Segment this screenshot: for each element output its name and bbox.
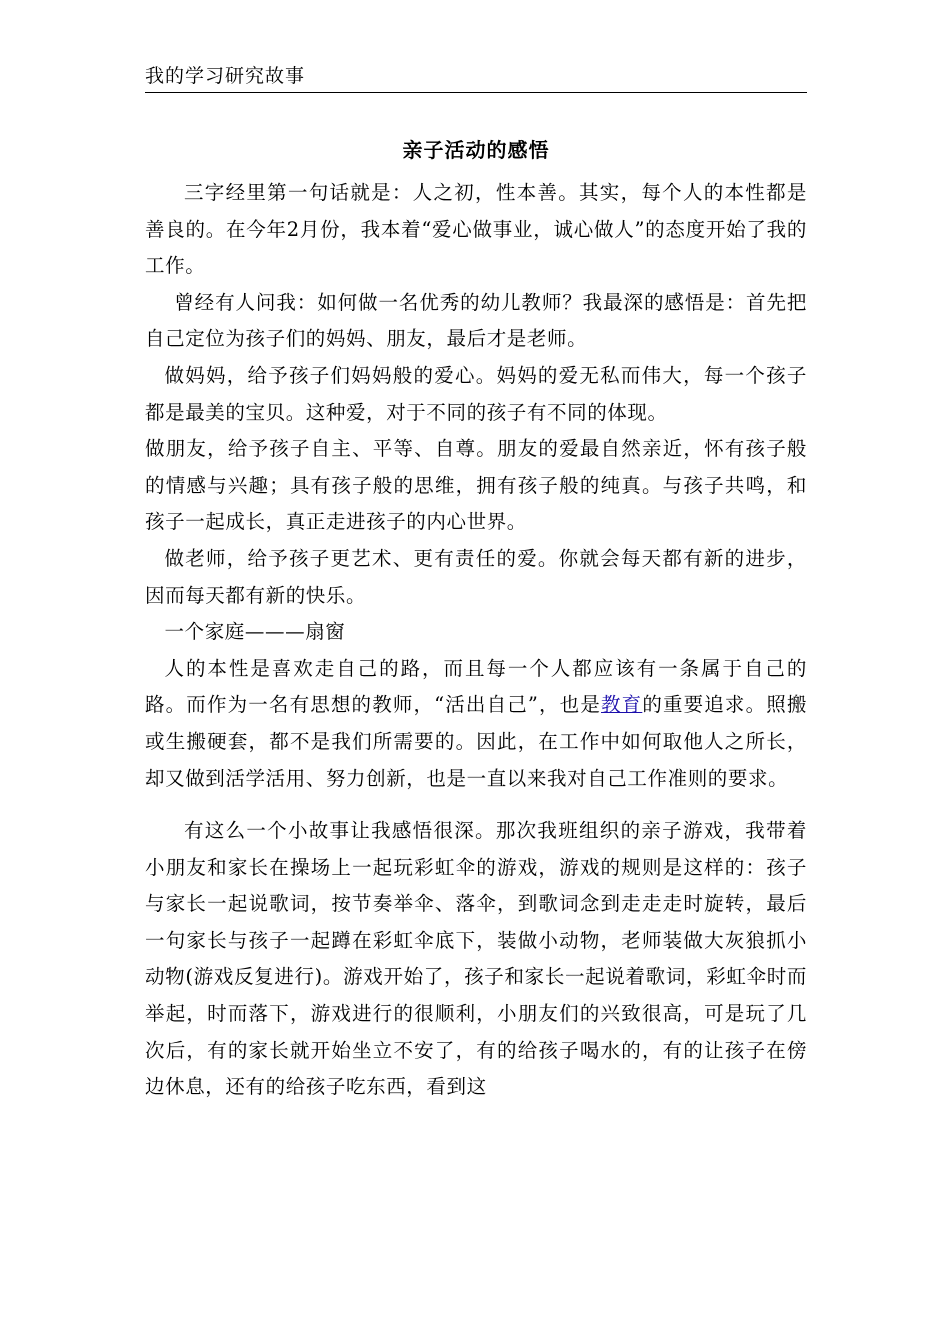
- paragraph-3: 做妈妈，给予孩子们妈妈般的爱心。妈妈的爱无私而伟大，每一个孩子都是最美的宝贝。这种爱，对于不同的孩子有不同的体现。: [145, 363, 807, 424]
- paragraph-6: [145, 651, 807, 797]
- section-heading-family-window: 一个家庭———扇窗: [164, 620, 346, 644]
- document-body: [145, 175, 807, 1106]
- paragraph-6-text-before: 人的本性是喜欢走自己的路，而且每一个人都应该有一条属于自己的路。而作为一名有思想的教师，“活出自己”，也是: [145, 656, 807, 717]
- education-link[interactable]: 教育: [601, 693, 643, 717]
- paragraph-4: 做朋友，给予孩子自主、平等、自尊。朋友的爱最自然亲近，怀有孩子般的情感与兴趣；具有孩子般的思维，拥有孩子般的纯真。与孩子共鸣，和孩子一起成长，真正走进孩子的内心世界。: [145, 437, 807, 534]
- paragraph-2: 曾经有人问我：如何做一名优秀的幼儿教师？我最深的感悟是：首先把自己定位为孩子们的妈妈、朋友，最后才是老师。: [145, 290, 807, 351]
- paragraph-6-text-after: 的重要追求。照搬或生搬硬套，都不是我们所需要的。因此，在工作中如何取他人之所长，却又做到活学活用、努力创新，也是一直以来我对自己工作准则的要求。: [145, 693, 807, 790]
- paragraph-1: 三字经里第一句话就是：人之初，性本善。其实，每个人的本性都是善良的。在今年2月份，我本着“爱心做事业，诚心做人”的态度开始了我的工作。: [145, 181, 807, 278]
- document-title: 亲子活动的感悟: [402, 138, 550, 162]
- paragraph-story: 有这么一个小故事让我感悟很深。那次我班组织的亲子游戏，我带着小朋友和家长在操场上一起玩彩虹伞的游戏，游戏的规则是这样的：孩子与家长一起说歌词，按节奏举伞、落伞，到歌词念到走走走时旋转，最后一句家长与孩子一起蹲在彩虹伞底下，装做小动物，老师装做大灰狼抓小动物(游戏反复进行)。游戏开始了，孩子和家长一起说着歌词，彩虹伞时而举起，时而落下，游戏进行的很顺利，小朋友们的兴致很高，可是玩了几次后，有的家长就开始坐立不安了，有的给孩子喝水的，有的让孩子在傍边休息，还有的给孩子吃东西，看到这: [145, 819, 807, 1099]
- paragraph-5: 做老师，给予孩子更艺术、更有责任的爱。你就会每天都有新的进步，因而每天都有新的快乐。: [145, 546, 807, 607]
- running-header: 我的学习研究故事: [145, 60, 807, 93]
- document-page: [145, 60, 807, 1106]
